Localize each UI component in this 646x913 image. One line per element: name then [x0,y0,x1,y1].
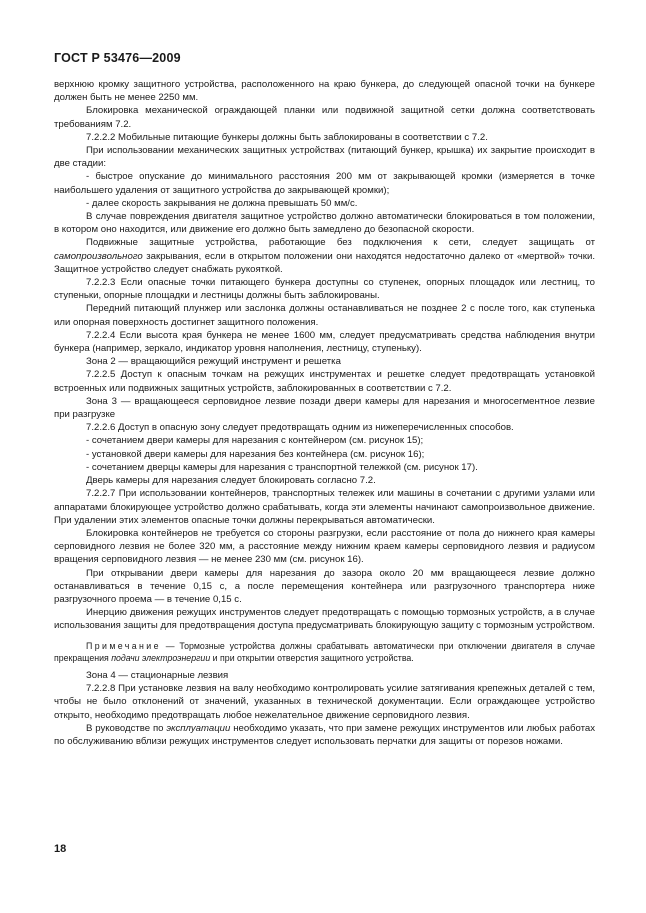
note-label: Примечание [86,640,161,651]
body-paragraph: - сочетанием двери камеры для нарезания с контейнером (см. рисунок 15); [86,435,424,447]
body-paragraph: Зона 3 — вращающееся серповидное лезвие позади двери камеры для нарезания и многосегментное лезвие при разгрузке [54,395,595,421]
body-paragraph: 7.2.2.5 Доступ к опасным точкам на режущих инструментах и решетке следует предотвращать установкой встроенных или подвижных защитных устройств, заблокированных в соответствии с 7.2. [54,369,595,394]
body-paragraph: Зона 4 — стационарные лезвия [86,669,229,681]
document-body [54,78,595,748]
body-paragraph: Блокировка механической ограждающей планки или подвижной защитной сетки должна соответствовать требованиям 7.2. [54,105,595,130]
body-paragraph: Передний питающий плунжер или заслонка должны останавливаться не позднее 2 с после того, как ступенька или опорная поверхность достигнет защитного положения. [54,303,595,328]
body-paragraph: При открывании двери камеры для нарезания до зазора около 20 мм вращающееся лезвие должно останавливаться в течение 0,15 с, а после перемещения контейнера или разгрузочного транспортера ниже разгрузочного проема — в течение 0,15 с. [54,567,595,605]
text-run: необходимо указать, что при замене режущих инструментов или любых работах по обслуживанию вблизи режущих инструментов следует использовать перчатки для защиты от порезов ножами. [54,722,595,747]
body-paragraph: - сочетанием дверцы камеры для нарезания с транспортной тележкой (см. рисунок 17). [86,461,478,473]
text-run: В руководстве по [86,722,167,734]
body-paragraph: 7.2.2.4 Если высота края бункера не менее 1600 мм, следует предусматривать средства наблюдения внутри бункера (например, зеркало, индикатор уровня наполнения, лестницу, ступеньку). [54,329,595,355]
body-paragraph: Инерцию движения режущих инструментов следует предотвращать с помощью тормозных устройств, а в случае использования защиты для предотвращения доступа предусматривать блокирующую защиту с тормозным устройством. [54,607,595,632]
text-run: Подвижные защитные устройства, работающие без подключения к сети, следует защищать от [86,237,595,249]
body-paragraph: 7.2.2.2 Мобильные питающие бункеры должны быть заблокированы в соответствии с 7.2. [86,131,488,143]
standard-header: ГОСТ Р 53476—2009 [54,51,181,65]
text-run: и при открытии отверстия защитного устройства. [210,652,414,663]
body-paragraph: верхнюю кромку защитного устройства, расположенного на краю бункера, до следующей опасной точки на бункере должен быть не менее 2250 мм. [54,79,595,104]
page-number: 18 [54,843,67,855]
italic-text-run: подачи электроэнергии [111,652,211,663]
body-paragraph: 7.2.2.3 Если опасные точки питающего бункера доступны со ступенек, опорных площадок или лестниц, то ступеньки, опорные площадки и лестницы должны быть заблокированы. [54,277,595,302]
body-paragraph: 7.2.2.7 При использовании контейнеров, транспортных тележек или машины в сочетании с другими узлами или аппаратами блокирующее устройство должно срабатывать, когда эти элементы начинают самопроизвольное движение. При удалении этих элементов опасные точки должны перекрываться автоматически. [54,488,595,526]
text-run: — Тормозные устройства должны срабатывать автоматически при отключении двигателя в случае прекращения [54,640,595,663]
body-paragraph: - далее скорость закрывания не должна превышать 50 мм/с. [86,197,358,209]
body-paragraph [54,236,595,276]
body-paragraph: - установкой двери камеры для нарезания без контейнера (см. рисунок 16); [86,448,425,460]
body-paragraph: Блокировка контейнеров не требуется со стороны разгрузки, если расстояние от пола до нижнего края камеры серповидного лезвия не более 320 мм, а расстояние между нижним краем камеры серповидного лезвия и радиусом вращения серповидного лезвия — не менее 230 мм (см. рисунок 16). [54,527,595,566]
italic-text-run: эксплуатации [166,722,231,734]
body-paragraph: При использовании механических защитных устройствах (питающий бункер, крышка) их закрытие происходит в две стадии: [54,145,595,170]
body-paragraph [54,722,595,748]
body-paragraph: 7.2.2.8 При установке лезвия на валу необходимо контролировать усилие затягивания крепежных деталей с тем, чтобы не было отклонений от значений, указанных в технической документации. Если ограждающее устройство открыто, необходимо предотвращать любое нежелательное движение серповидного лезвия. [54,683,595,721]
body-paragraph: Зона 2 — вращающийся режущий инструмент и решетка [86,356,341,368]
body-paragraph: - быстрое опускание до минимального расстояния 200 мм от закрывающей кромки (измеряется в точке наибольшего удаления от защитного устройства до закрывающей кромки); [54,171,595,196]
body-paragraph: 7.2.2.6 Доступ в опасную зону следует предотвращать одним из нижеперечисленных способов. [86,422,514,434]
body-paragraph: В случае повреждения двигателя защитное устройство должно автоматически блокироваться в том положении, в котором оно находится, или движение его должно быть замедлено до безопасной скорости. [54,211,595,236]
italic-text-run: самопроизвольного [54,250,143,262]
text-run: закрывания, если в открытом положении они находятся недостаточно далеко от «мертвой» точки. Защитное устройство следует снабжать рукояткой. [54,250,595,275]
note-paragraph [54,640,595,664]
body-paragraph: Дверь камеры для нарезания следует блокировать согласно 7.2. [86,475,376,487]
